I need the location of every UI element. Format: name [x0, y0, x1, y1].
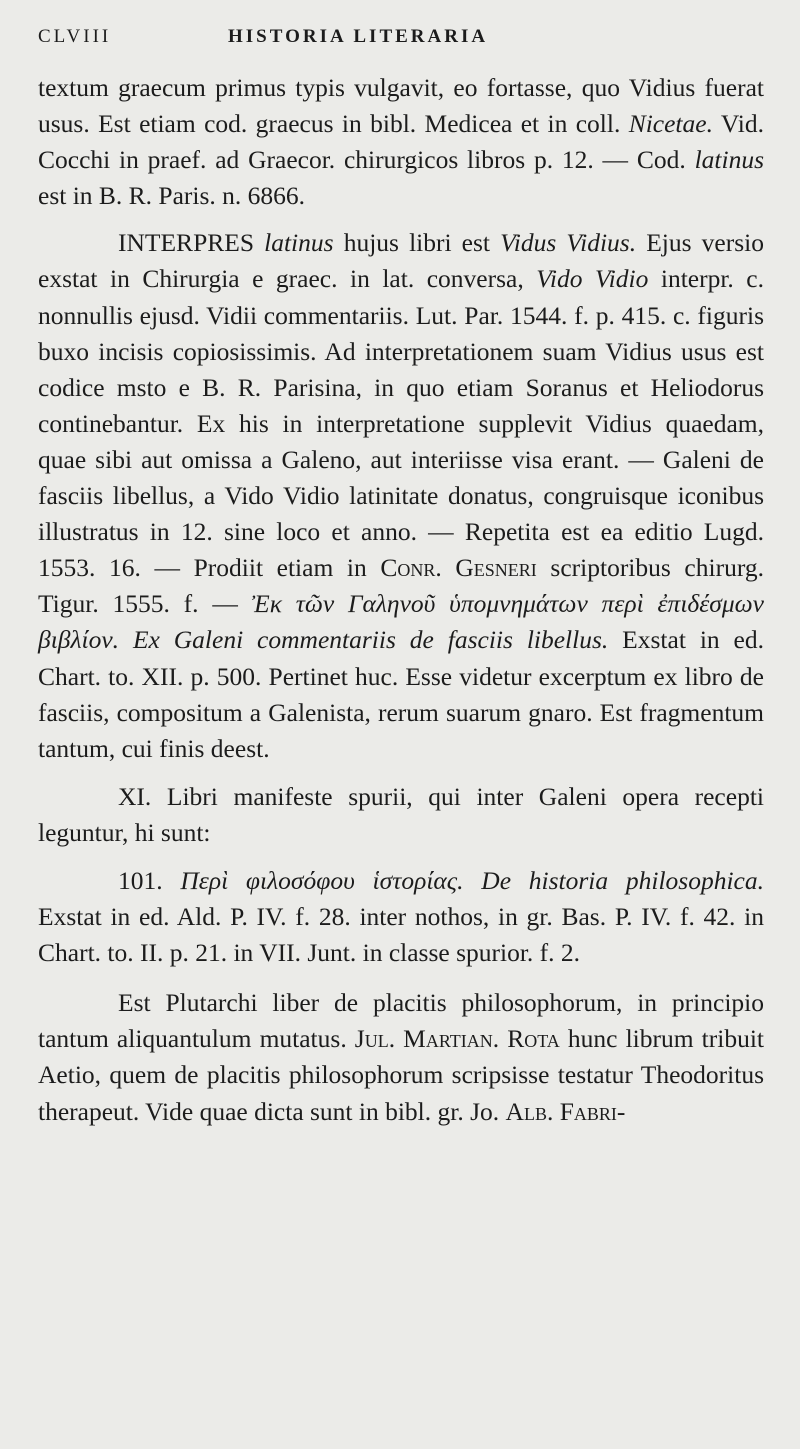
paragraph-plutarch: Est Plutarchi liber de placitis philosophorum, in principio tantum aliquantulum mutatus. Jul. Martian. Rota hunc librum tribuit Aetio, quem de placitis philosophorum scripsisse testatur Theodoritus therapeut. Vide quae dicta sunt in bibl. gr. Jo. Alb. Fabri-: [38, 988, 764, 1126]
running-title: HISTORIA LITERARIA: [228, 26, 489, 47]
page-header: [38, 26, 764, 70]
entry-101: 101. Περὶ φιλοσόφου ἱστορίας. De historia philosophica. Exstat in ed. Ald. P. IV. f. 28. inter nothos, in gr. Bas. P. IV. f. 42. in Chart. to. II. p. 21. in VII. Junt. in classe spurior. f. 2.: [38, 865, 765, 968]
section-heading-xi: XI. Libri manifeste spurii, qui inter Galeni opera recepti leguntur, hi sunt:: [38, 781, 764, 847]
paragraph-1: textum graecum primus typis vulgavit, eo fortasse, quo Vidius fuerat usus. Est etiam cod. graecus in bibl. Medicea et in coll. Nicetae. Vid. Cocchi in praef. ad Graecor. chirurgicos libros p. 12. — Cod. latinus est in B. R. Paris. n. 6866.: [38, 73, 764, 211]
paragraph-interpres: INTERPRES latinus hujus libri est Vidus Vidius. Ejus versio exstat in Chirurgia e graec. in lat. conversa, Vido Vidio interpr. c. nonnullis ejusd. Vidii commentariis. Lut. Par. 1544. f. p. 415. c. figuris buxo incisis copiosissimis. Ad interpretationem suam Vidius usus est codice msto e B. R. Parisina, in quo etiam Soranus et Heliodorus continebantur. Ex his in interpretatione supplevit Vidius quaedam, quae sibi aut omissa a Galeno, aut interiisse visa erant. — Galeni de fasciis libellus, a Vido Vidio latinitate donatus, congruisque iconibus illustratus in 12. sine loco et anno. — Repetita est ea editio Lugd. 1553. 16. — Prodiit etiam in Conr. Gesneri scriptoribus chirurg. Tigur. 1555. f. — Ἐκ τῶν Γαληνοῦ ὑπομνημάτων περὶ ἐπιδέσμων βιβλίον. Ex Galeni commentariis de fasciis libellus. Exstat in ed. Chart. to. XII. p. 500. Pertinet huc. Esse videtur excerptum ex libro de fasciis, compositum a Galenista, rerum suarum gnaro. Est fragmentum tantum, cui finis deest.: [38, 228, 765, 763]
page-number: CLVIII: [38, 26, 112, 47]
